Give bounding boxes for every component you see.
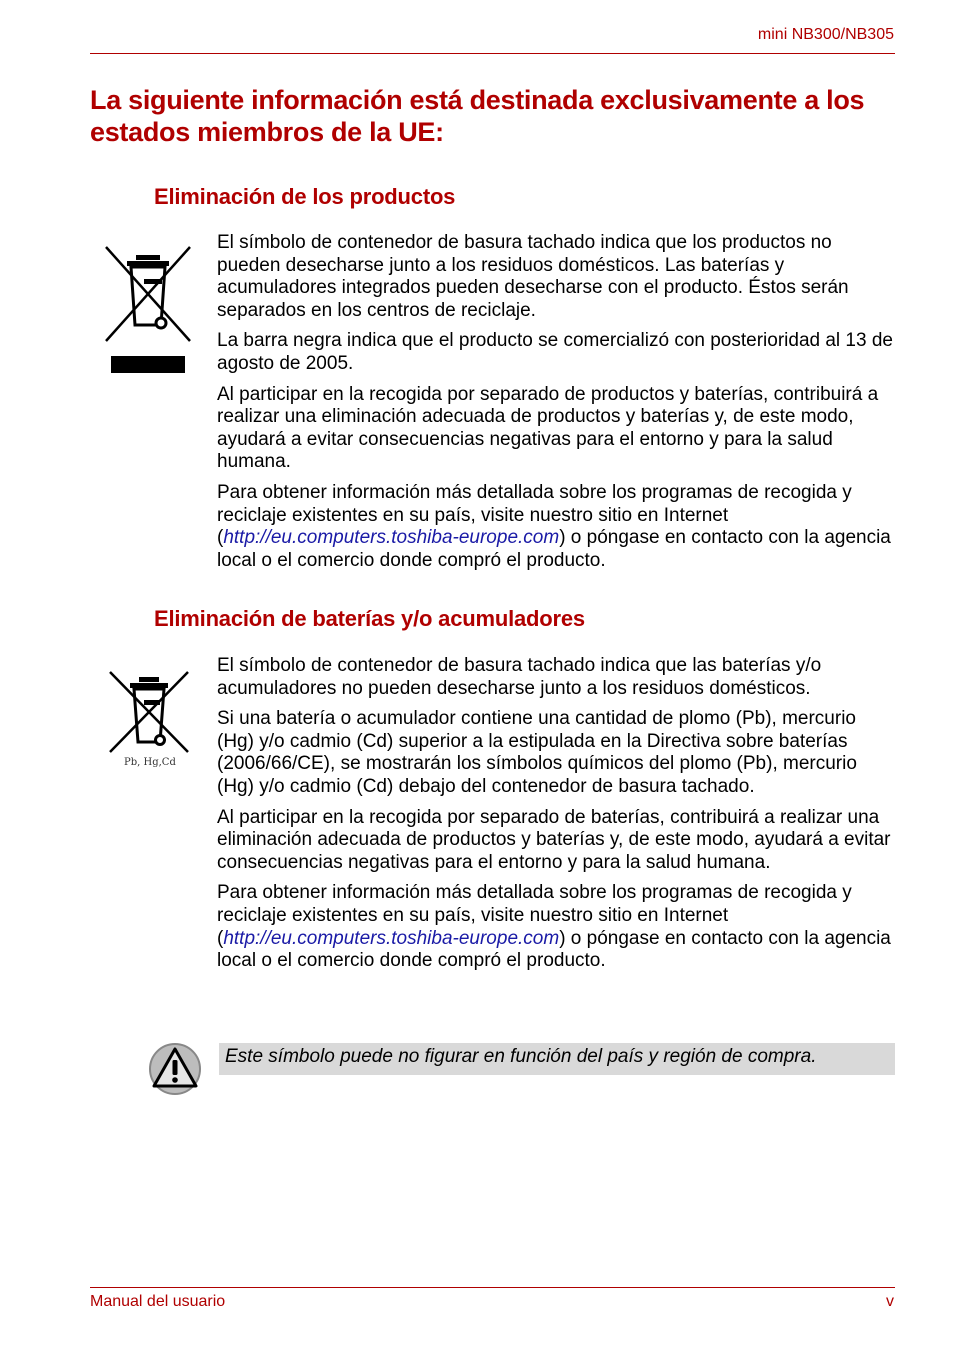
section1-paragraph: El símbolo de contenedor de basura tachado indica que los productos no pueden desecharse junto a los residuos domésticos. Las baterías y acumuladores integrados pueden desecharse con el producto. Éstos serán separados en los centros de reciclaje.	[217, 232, 849, 321]
section2-paragraph: Al participar en la recogida por separado de baterías, contribuirá a realizar una eliminación adecuada de productos y baterías y, de este modo, ayudará a evitar consecuencias negativas para el entorno y para la salud humana.	[217, 806, 891, 873]
battery-chemicals-caption: Pb, Hg,Cd	[124, 757, 176, 768]
note-box	[219, 1043, 895, 1075]
section1-body	[217, 232, 897, 580]
warning-triangle-icon	[148, 1042, 202, 1096]
section1-paragraph: Al participar en la recogida por separado de productos y baterías, contribuirá a realizar una eliminación adecuada de productos y baterías y, de este modo, ayudará a evitar consecuencias negativas para el entorno y para la salud humana.	[217, 383, 879, 473]
header-model: mini NB300/NB305	[757, 26, 894, 43]
toshiba-europe-link[interactable]: http://eu.computers.toshiba-europe.com	[223, 927, 560, 949]
section2-paragraph: Si una batería o acumulador contiene una cantidad de plomo (Pb), mercurio (Hg) y/o cadmio (Cd) superior a la estipulada en la Directiva sobre baterías (2006/66/CE), se mostrarán los símbolos químicos del plomo (Pb), mercurio (Hg) y/o cadmio (Cd) debajo del contenedor de basura tachado.	[217, 708, 857, 797]
section1-text: Para obtener información más detallada sobre los programas de recogida y reciclaje existentes en su país, visite nuestro sitio en Internet (	[217, 481, 852, 549]
crossed-out-bin-icon	[100, 245, 196, 375]
toshiba-europe-link[interactable]: http://eu.computers.toshiba-europe.com	[223, 527, 560, 549]
section-title-products: Eliminación de los productos	[154, 184, 456, 209]
section1-paragraph: La barra negra indica que el producto se comercializó con posterioridad al 13 de agosto de 2005.	[217, 330, 893, 374]
footer-manual-label: Manual del usuario	[90, 1293, 226, 1310]
section2-paragraph: El símbolo de contenedor de basura tachado indica que las baterías y/o acumuladores no pueden desecharse junto a los residuos domésticos.	[217, 655, 822, 699]
section2-text: ) o póngase en contacto con la agencia local o el comercio donde compró el producto.	[217, 927, 891, 972]
note-text: Este símbolo puede no figurar en función del país y región de compra.	[225, 1046, 817, 1067]
section1-text: ) o póngase en contacto con la agencia local o el comercio donde compró el producto.	[217, 527, 891, 571]
section2-text: Para obtener información más detallada sobre los programas de recogida y reciclaje existentes en su país, visite nuestro sitio en Internet (	[217, 882, 852, 949]
header-rule	[90, 53, 895, 54]
section1-paragraph	[217, 482, 897, 572]
section2-body	[217, 655, 897, 981]
section2-paragraph	[217, 882, 897, 972]
footer-rule	[90, 1287, 895, 1288]
page-title: La siguiente información está destinada exclusivamente a los estados miembros de la UE:	[90, 85, 865, 147]
page-number: v	[886, 1293, 894, 1310]
section-title-batteries: Eliminación de baterías y/o acumuladores	[154, 606, 585, 631]
crossed-out-bin-icon	[106, 670, 192, 756]
